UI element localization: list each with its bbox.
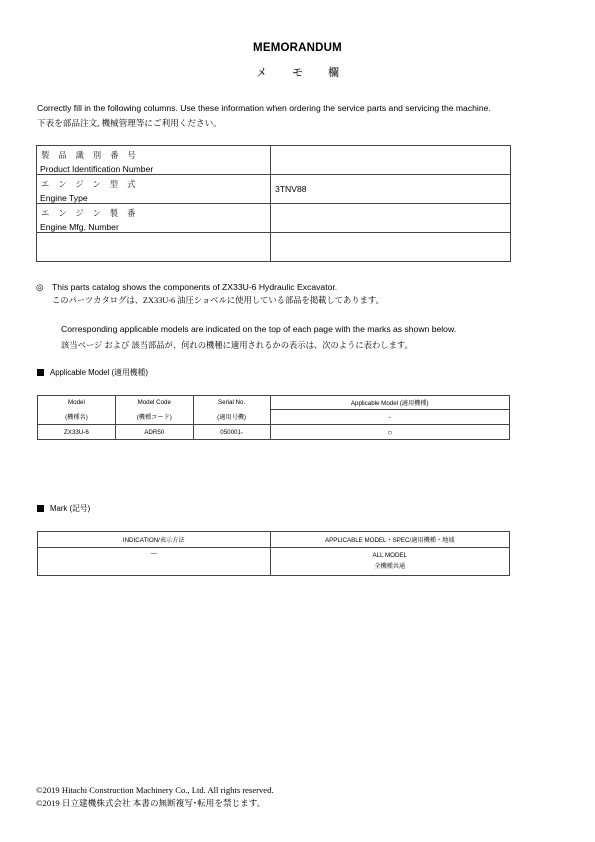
engine-type-label-ja: エンジン型式 [41,180,145,189]
machine-info-table [36,145,511,262]
engine-type-label: Engine Type [40,193,88,203]
engine-mfg-label-ja: エンジン製番 [41,209,145,218]
mark-title: Mark (記号) [50,504,91,513]
copyright-en: ©2019 Hitachi Construction Machinery Co., Ltd. All rights reserved. [36,785,274,795]
col-header-model: Model [38,396,116,410]
table-header-row [38,410,510,425]
blank-label-cell [37,233,271,262]
col-header-applicable: Applicable Model (適用機種) [270,396,509,410]
label-cell [37,146,271,175]
intro-text-ja: 下表を部品注文, 機械管理等にご利用ください。 [37,118,222,128]
col-header-indication: INDICATION/表示方法 [38,532,271,548]
engine-type-value[interactable]: 3TNV88 [271,175,511,204]
corresponding-note-en: Corresponding applicable models are indicated on the top of each page with the marks as shown below. [61,324,457,334]
applicable-model-heading [37,367,148,378]
product-id-label-ja: 製品識別番号 [41,151,145,160]
page-title: MEMORANDUM [253,42,342,54]
table-header-row [38,396,510,410]
square-bullet-icon [37,505,44,512]
double-circle-icon: ◎ [36,282,44,292]
table-row [37,146,511,175]
table-row [38,425,510,440]
table-row [37,204,511,233]
model-cell: ZX33U-6 [38,425,116,440]
col-header-model-code: Model Code [115,396,193,410]
applicable-model-en: ALL MODEL [372,552,407,559]
page-title-ja: メモ欄 [256,67,364,79]
col-header-applicable-mark: - [270,410,509,425]
label-cell [37,204,271,233]
engine-mfg-value[interactable] [271,204,511,233]
engine-mfg-label: Engine Mfg. Number [40,222,119,232]
model-code-cell: ADR50 [115,425,193,440]
intro-text-en: Correctly fill in the following columns. Use these information when ordering the service parts and servicing the machine. [37,103,491,113]
col-header-model-ja: (機種名) [38,410,116,425]
applicable-mark-cell: ○ [270,425,509,440]
mark-table [37,531,510,576]
indication-cell: — [38,548,271,576]
square-bullet-icon [37,369,44,376]
table-row [37,233,511,262]
blank-value-cell[interactable] [271,233,511,262]
col-header-model-code-ja: (機種コード) [115,410,193,425]
catalog-note [36,282,337,293]
label-cell [37,175,271,204]
serial-cell: 050001- [193,425,270,440]
applicable-model-table [37,395,510,440]
corresponding-note-ja: 該当ページ および 該当部品が、何れの機種に適用されるかの表示は、次のように表わします。 [61,341,413,350]
table-row [37,175,511,204]
col-header-serial-ja: (適用号機) [193,410,270,425]
product-id-label: Product Identification Number [40,164,154,174]
mark-heading [37,503,90,514]
catalog-note-en: This parts catalog shows the components of ZX33U-6 Hydraulic Excavator. [52,282,338,292]
col-header-applicable-model: APPLICABLE MODEL・SPEC/適用機種・地域 [270,532,510,548]
copyright-ja: ©2019 日立建機株式会社 本書の無断複写･転用を禁じます。 [36,798,266,808]
table-header-row [38,532,510,548]
catalog-note-ja: このパーツカタログは、ZX33U-6 油圧ショベルに使用している部品を掲載してあります。 [52,296,384,305]
product-id-value[interactable] [271,146,511,175]
table-row [38,548,510,576]
col-header-serial: Serial No. [193,396,270,410]
applicable-model-ja: 全機種共通 [374,563,406,570]
applicable-model-title: Applicable Model (適用機種) [50,368,148,377]
applicable-model-cell [270,548,510,576]
